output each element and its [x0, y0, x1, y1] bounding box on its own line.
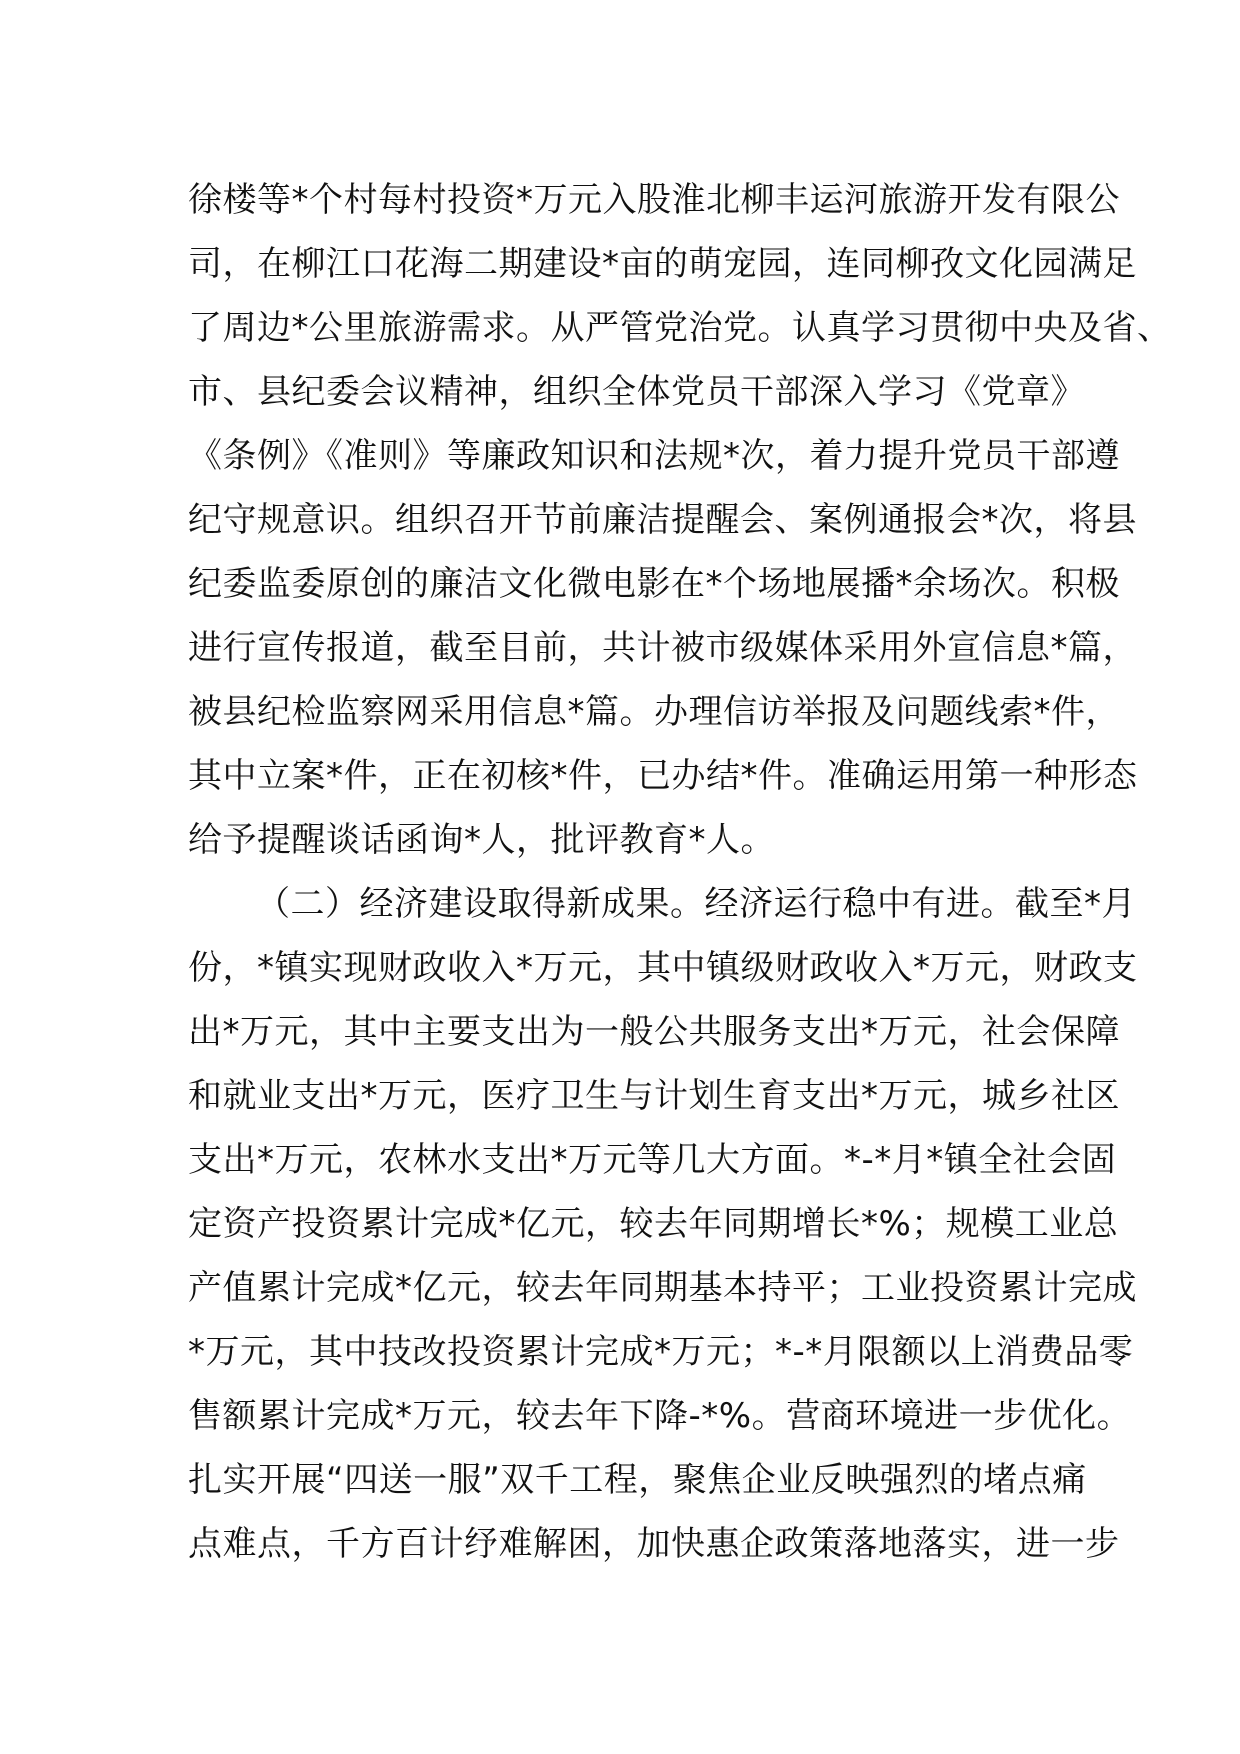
text-line: 了周边*公里旅游需求。从严管党治党。认真学习贯彻中央及省、: [188, 308, 1172, 348]
text-line: 定资产投资累计完成*亿元，较去年同期增长*%；规模工业总: [188, 1204, 1119, 1244]
text-line: 司，在柳江口花海二期建设*亩的萌宠园，连同柳孜文化园满足: [188, 244, 1137, 284]
text-line: 和就业支出*万元，医疗卫生与计划生育支出*万元，城乡社区: [188, 1076, 1120, 1116]
text-line: 产值累计完成*亿元，较去年同期基本持平；工业投资累计完成: [188, 1268, 1137, 1308]
text-line: 被县纪检监察网采用信息*篇。办理信访举报及问题线索*件，: [188, 692, 1120, 732]
text-line: 扎实开展“四送一服”双千工程，聚焦企业反映强烈的堵点痛: [188, 1460, 1087, 1500]
text-line: 纪委监委原创的廉洁文化微电影在*个场地展播*余场次。积极: [188, 564, 1120, 604]
text-line: 点难点，千方百计纾难解困，加快惠企政策落地落实，进一步: [188, 1524, 1120, 1564]
text-line: 其中立案*件，正在初核*件，已办结*件。准确运用第一种形态: [188, 756, 1138, 796]
text-line: 徐楼等*个村每村投资*万元入股淮北柳丰运河旅游开发有限公: [188, 180, 1120, 220]
section-heading-line: （二）经济建设取得新成果。经济运行稳中有进。截至*月: [256, 884, 1136, 924]
text-line: 给予提醒谈话函询*人，批评教育*人。: [188, 820, 775, 860]
text-line: 出*万元，其中主要支出为一般公共服务支出*万元，社会保障: [188, 1012, 1120, 1052]
text-line: *万元，其中技改投资累计完成*万元；*-*月限额以上消费品零: [188, 1332, 1134, 1372]
text-line: 进行宣传报道，截至目前，共计被市级媒体采用外宣信息*篇，: [188, 628, 1137, 668]
text-line: 市、县纪委会议精神，组织全体党员干部深入学习《党章》: [188, 372, 1085, 412]
text-line: 支出*万元，农林水支出*万元等几大方面。*-*月*镇全社会固: [188, 1140, 1117, 1180]
text-line: 份，*镇实现财政收入*万元，其中镇级财政收入*万元，财政支: [188, 948, 1138, 988]
text-line: 售额累计完成*万元，较去年下降-*%。营商环境进一步优化。: [188, 1396, 1132, 1436]
text-line: 纪守规意识。组织召开节前廉洁提醒会、案例通报会*次，将县: [188, 500, 1137, 540]
text-line: 《条例》《准则》等廉政知识和法规*次，着力提升党员干部遵: [188, 436, 1120, 476]
